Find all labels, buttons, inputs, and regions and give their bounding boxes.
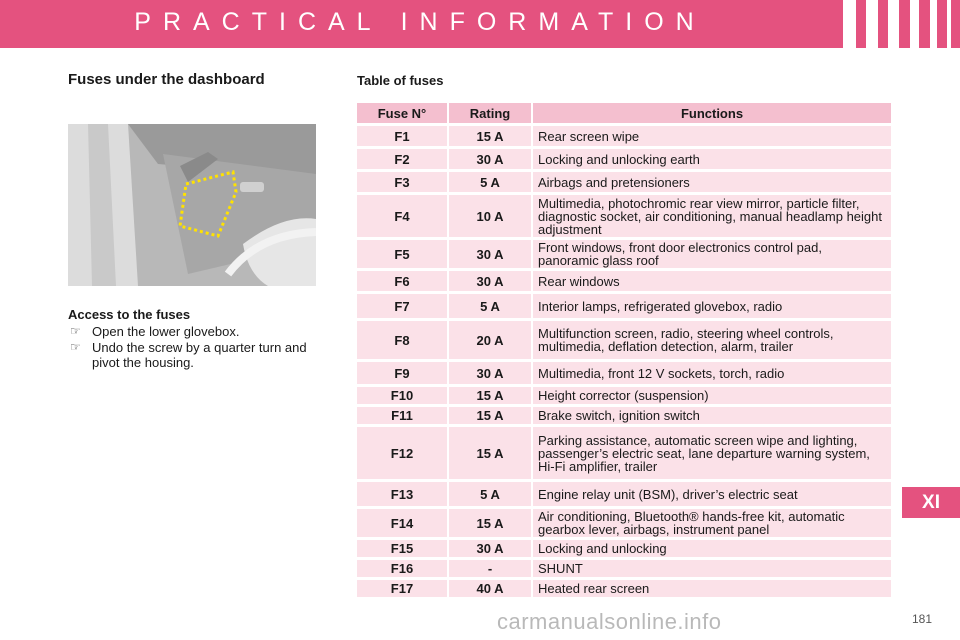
fuse-number: F9 [357, 362, 447, 384]
fuse-number: F12 [357, 427, 447, 479]
fuse-number: F2 [357, 149, 447, 169]
fuse-number: F7 [357, 294, 447, 318]
fuse-function: SHUNT [533, 560, 891, 577]
fuse-number: F14 [357, 509, 447, 537]
fuse-rating: 30 A [449, 149, 531, 169]
header-stripe [843, 0, 856, 48]
page-number: 181 [912, 612, 933, 626]
fuse-rating: 15 A [449, 509, 531, 537]
table-row [357, 271, 891, 291]
column-header-rating: Rating [449, 103, 531, 123]
table-row [357, 427, 891, 479]
fuse-rating: 30 A [449, 240, 531, 268]
fuse-rating: 30 A [449, 540, 531, 557]
table-row [357, 149, 891, 169]
fuse-rating: 15 A [449, 427, 531, 479]
section-heading: Fuses under the dashboard [68, 71, 265, 88]
fuse-function: Height corrector (suspension) [533, 387, 891, 404]
section-tab: XI [902, 487, 960, 518]
table-header-row [357, 103, 891, 123]
table-row [357, 240, 891, 268]
table-row [357, 407, 891, 424]
step-text: Undo the screw by a quarter turn and pivot the housing. [92, 340, 307, 370]
table-row [357, 294, 891, 318]
fuse-function: Rear windows [533, 271, 891, 291]
header-stripe [930, 0, 937, 48]
column-header-fuse: Fuse N° [357, 103, 447, 123]
watermark: carmanualsonline.info [497, 609, 722, 634]
fuse-function: Locking and unlocking earth [533, 149, 891, 169]
list-item [68, 324, 328, 339]
fuse-rating: 5 A [449, 482, 531, 506]
table-row [357, 482, 891, 506]
page-header [0, 0, 960, 48]
header-stripe [910, 0, 919, 48]
fuse-function: Multimedia, photochromic rear view mirror, particle filter, diagnostic socket, air conditioning, manual headlamp height adjustment [533, 195, 891, 237]
table-row [357, 560, 891, 577]
fuse-rating: 20 A [449, 321, 531, 359]
column-header-functions: Functions [533, 103, 891, 123]
fuse-table [355, 100, 893, 600]
table-row [357, 580, 891, 597]
fuse-rating: 30 A [449, 271, 531, 291]
table-row [357, 387, 891, 404]
fuse-function: Engine relay unit (BSM), driver’s electric seat [533, 482, 891, 506]
pointing-hand-icon: ☞ [70, 340, 81, 354]
fuse-function: Multifunction screen, radio, steering wheel controls, multimedia, deflation detection, alarm, trailer [533, 321, 891, 359]
access-title: Access to the fuses [68, 307, 191, 322]
dashboard-photo [68, 124, 316, 286]
fuse-function: Brake switch, ignition switch [533, 407, 891, 424]
table-row [357, 172, 891, 192]
fuse-number: F5 [357, 240, 447, 268]
fuse-number: F1 [357, 126, 447, 146]
fuse-number: F3 [357, 172, 447, 192]
fuse-number: F10 [357, 387, 447, 404]
pointing-hand-icon: ☞ [70, 324, 81, 338]
table-row [357, 509, 891, 537]
table-row [357, 540, 891, 557]
fuse-function: Multimedia, front 12 V sockets, torch, radio [533, 362, 891, 384]
step-text: Open the lower glovebox. [92, 324, 240, 339]
fuse-function: Rear screen wipe [533, 126, 891, 146]
fuse-rating: 30 A [449, 362, 531, 384]
fuse-rating: 5 A [449, 172, 531, 192]
table-row [357, 362, 891, 384]
fuse-number: F4 [357, 195, 447, 237]
fuse-number: F17 [357, 580, 447, 597]
fuse-function: Airbags and pretensioners [533, 172, 891, 192]
fuse-rating: 10 A [449, 195, 531, 237]
fuse-number: F13 [357, 482, 447, 506]
fuse-number: F6 [357, 271, 447, 291]
fuse-rating: 15 A [449, 387, 531, 404]
table-heading: Table of fuses [357, 73, 444, 88]
header-stripe [888, 0, 899, 48]
fuse-rating: 15 A [449, 126, 531, 146]
table-row [357, 126, 891, 146]
list-item [68, 340, 328, 370]
fuse-rating: 15 A [449, 407, 531, 424]
fuse-rating: 5 A [449, 294, 531, 318]
header-stripe [866, 0, 878, 48]
fuse-number: F16 [357, 560, 447, 577]
fuse-function: Heated rear screen [533, 580, 891, 597]
fuse-number: F15 [357, 540, 447, 557]
access-steps [68, 324, 328, 371]
fuse-function: Air conditioning, Bluetooth® hands-free kit, automatic gearbox lever, airbags, instrument panel [533, 509, 891, 537]
fuse-function: Parking assistance, automatic screen wipe and lighting, passenger’s electric seat, lane departure warning system, Hi-Fi amplifier, trailer [533, 427, 891, 479]
header-stripe [947, 0, 951, 48]
fuse-rating: 40 A [449, 580, 531, 597]
page-title: PRACTICAL INFORMATION [134, 8, 706, 36]
fuse-function: Locking and unlocking [533, 540, 891, 557]
fuse-function: Front windows, front door electronics control pad, panoramic glass roof [533, 240, 891, 268]
table-row [357, 321, 891, 359]
fuse-number: F8 [357, 321, 447, 359]
fuse-number: F11 [357, 407, 447, 424]
fuse-function: Interior lamps, refrigerated glovebox, radio [533, 294, 891, 318]
fuse-rating: - [449, 560, 531, 577]
table-row [357, 195, 891, 237]
